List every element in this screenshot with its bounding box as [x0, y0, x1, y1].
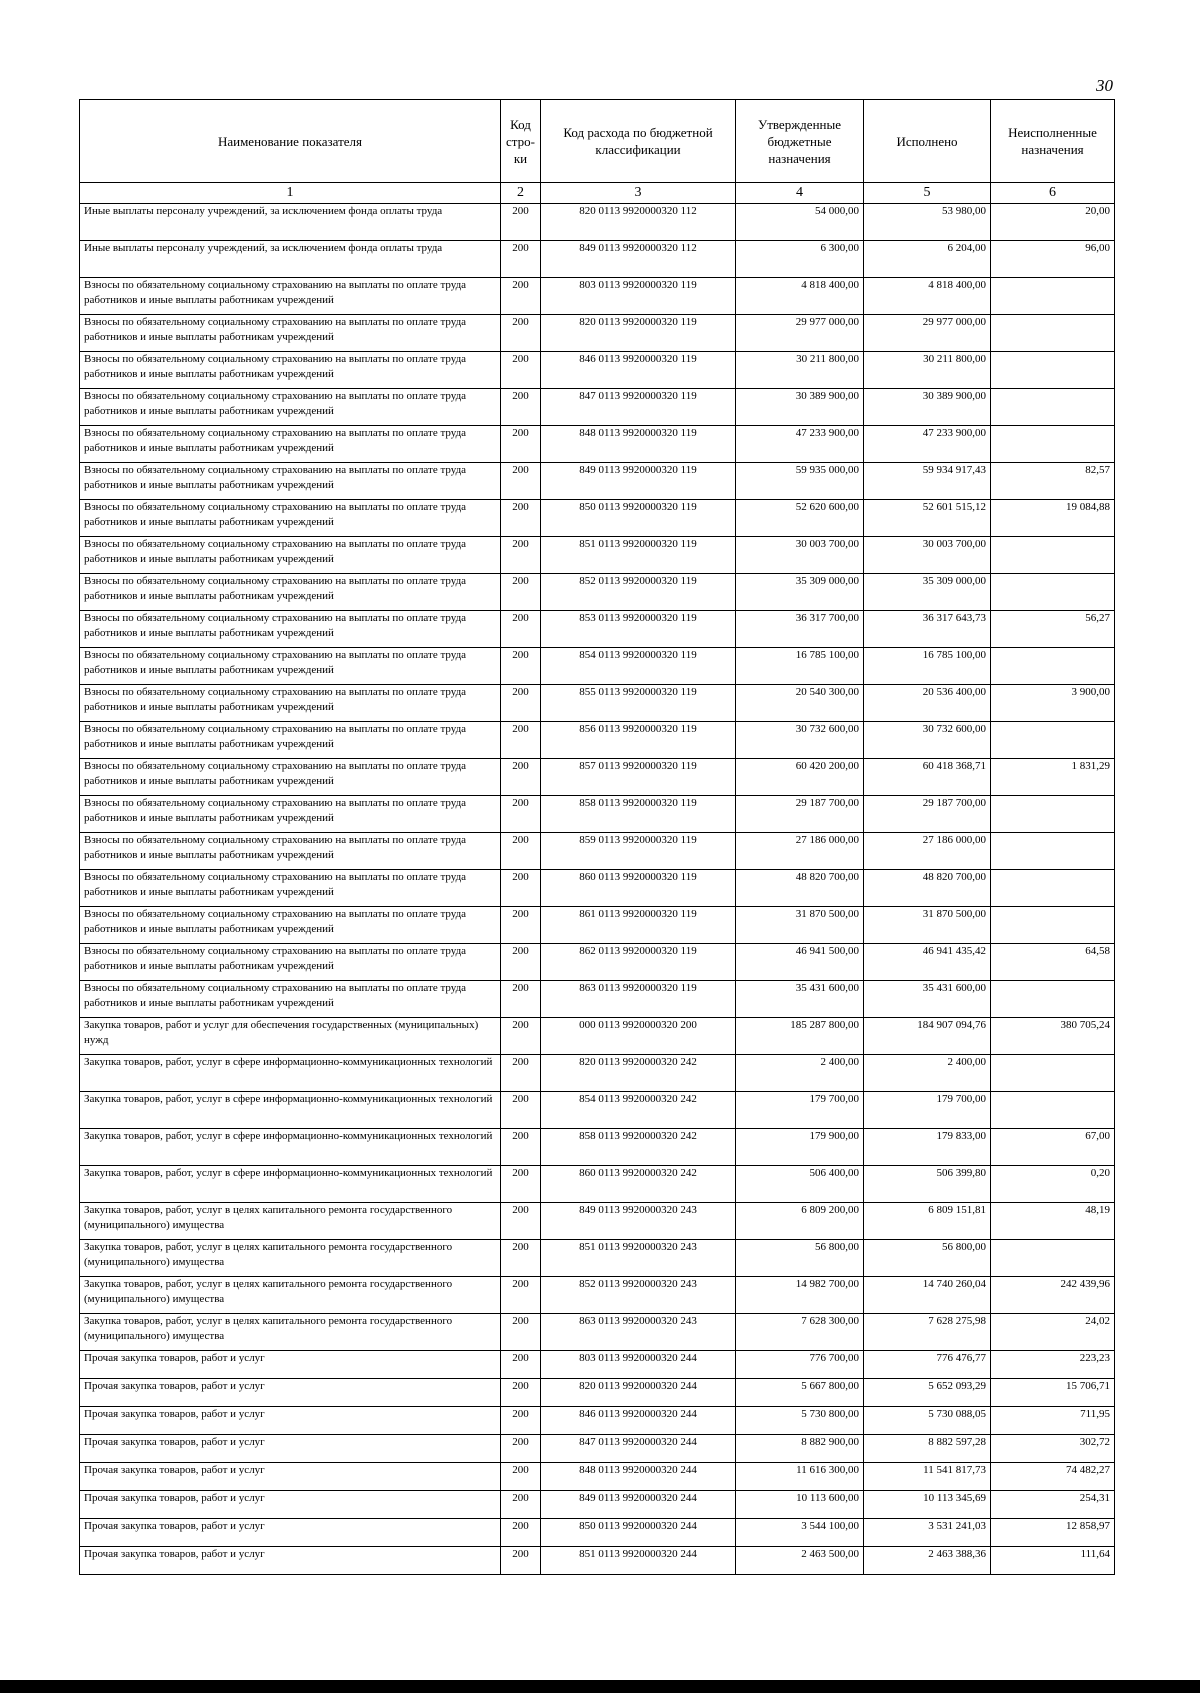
row-expense-code: 820 0113 9920000320 244	[541, 1379, 736, 1407]
row-approved-amount: 56 800,00	[736, 1240, 864, 1277]
row-approved-amount: 36 317 700,00	[736, 611, 864, 648]
row-line-code: 200	[501, 907, 541, 944]
row-approved-amount: 5 730 800,00	[736, 1407, 864, 1435]
row-unexecuted-amount	[991, 426, 1115, 463]
table-row	[80, 1463, 1115, 1491]
row-unexecuted-amount	[991, 1092, 1115, 1129]
row-approved-amount: 35 431 600,00	[736, 981, 864, 1018]
row-approved-amount: 16 785 100,00	[736, 648, 864, 685]
row-approved-amount: 185 287 800,00	[736, 1018, 864, 1055]
row-executed-amount: 56 800,00	[864, 1240, 991, 1277]
row-expense-code: 820 0113 9920000320 112	[541, 204, 736, 241]
row-expense-code: 851 0113 9920000320 119	[541, 537, 736, 574]
row-executed-amount: 52 601 515,12	[864, 500, 991, 537]
row-expense-code: 863 0113 9920000320 243	[541, 1314, 736, 1351]
table-row	[80, 389, 1115, 426]
row-executed-amount: 179 700,00	[864, 1092, 991, 1129]
table-row	[80, 722, 1115, 759]
row-expense-code: 856 0113 9920000320 119	[541, 722, 736, 759]
row-indicator-name: Взносы по обязательному социальному страхованию на выплаты по оплате труда работников и иные выплаты работникам учреждений	[80, 574, 501, 611]
row-indicator-name: Прочая закупка товаров, работ и услуг	[80, 1351, 501, 1379]
row-executed-amount: 48 820 700,00	[864, 870, 991, 907]
row-unexecuted-amount	[991, 981, 1115, 1018]
table-row	[80, 1314, 1115, 1351]
table-row	[80, 1055, 1115, 1092]
row-indicator-name: Прочая закупка товаров, работ и услуг	[80, 1463, 501, 1491]
row-unexecuted-amount: 254,31	[991, 1491, 1115, 1519]
row-executed-amount: 31 870 500,00	[864, 907, 991, 944]
row-approved-amount: 179 700,00	[736, 1092, 864, 1129]
row-executed-amount: 11 541 817,73	[864, 1463, 991, 1491]
row-expense-code: 852 0113 9920000320 243	[541, 1277, 736, 1314]
row-expense-code: 803 0113 9920000320 244	[541, 1351, 736, 1379]
row-executed-amount: 36 317 643,73	[864, 611, 991, 648]
row-executed-amount: 14 740 260,04	[864, 1277, 991, 1314]
row-indicator-name: Закупка товаров, работ, услуг в сфере информационно-коммуникационных технологий	[80, 1092, 501, 1129]
row-indicator-name: Взносы по обязательному социальному страхованию на выплаты по оплате труда работников и иные выплаты работникам учреждений	[80, 352, 501, 389]
table-row	[80, 1491, 1115, 1519]
row-line-code: 200	[501, 1407, 541, 1435]
row-executed-amount: 30 732 600,00	[864, 722, 991, 759]
row-expense-code: 854 0113 9920000320 119	[541, 648, 736, 685]
row-line-code: 200	[501, 1129, 541, 1166]
row-line-code: 200	[501, 389, 541, 426]
row-executed-amount: 7 628 275,98	[864, 1314, 991, 1351]
row-unexecuted-amount	[991, 352, 1115, 389]
row-indicator-name: Закупка товаров, работ, услуг в сфере информационно-коммуникационных технологий	[80, 1129, 501, 1166]
table-row	[80, 1379, 1115, 1407]
row-executed-amount: 35 431 600,00	[864, 981, 991, 1018]
row-executed-amount: 6 204,00	[864, 241, 991, 278]
row-indicator-name: Взносы по обязательному социальному страхованию на выплаты по оплате труда работников и иные выплаты работникам учреждений	[80, 796, 501, 833]
row-approved-amount: 20 540 300,00	[736, 685, 864, 722]
row-executed-amount: 29 977 000,00	[864, 315, 991, 352]
row-unexecuted-amount	[991, 870, 1115, 907]
row-expense-code: 849 0113 9920000320 112	[541, 241, 736, 278]
row-line-code: 200	[501, 648, 541, 685]
row-indicator-name: Прочая закупка товаров, работ и услуг	[80, 1491, 501, 1519]
row-executed-amount: 2 400,00	[864, 1055, 991, 1092]
row-unexecuted-amount	[991, 389, 1115, 426]
row-unexecuted-amount: 48,19	[991, 1203, 1115, 1240]
table-row	[80, 796, 1115, 833]
table-row	[80, 944, 1115, 981]
row-approved-amount: 8 882 900,00	[736, 1435, 864, 1463]
row-approved-amount: 29 977 000,00	[736, 315, 864, 352]
row-approved-amount: 179 900,00	[736, 1129, 864, 1166]
row-line-code: 200	[501, 944, 541, 981]
row-line-code: 200	[501, 870, 541, 907]
row-line-code: 200	[501, 1092, 541, 1129]
row-indicator-name: Взносы по обязательному социальному страхованию на выплаты по оплате труда работников и иные выплаты работникам учреждений	[80, 759, 501, 796]
row-unexecuted-amount: 24,02	[991, 1314, 1115, 1351]
row-unexecuted-amount	[991, 648, 1115, 685]
row-line-code: 200	[501, 1351, 541, 1379]
row-approved-amount: 46 941 500,00	[736, 944, 864, 981]
table-row	[80, 426, 1115, 463]
row-line-code: 200	[501, 1435, 541, 1463]
row-expense-code: 820 0113 9920000320 119	[541, 315, 736, 352]
row-executed-amount: 179 833,00	[864, 1129, 991, 1166]
table-row	[80, 1407, 1115, 1435]
header-indicator-name: Наименование показателя	[80, 100, 501, 183]
table-row	[80, 1166, 1115, 1203]
row-unexecuted-amount: 82,57	[991, 463, 1115, 500]
row-approved-amount: 7 628 300,00	[736, 1314, 864, 1351]
row-unexecuted-amount: 74 482,27	[991, 1463, 1115, 1491]
row-executed-amount: 776 476,77	[864, 1351, 991, 1379]
row-line-code: 200	[501, 500, 541, 537]
row-expense-code: 850 0113 9920000320 244	[541, 1519, 736, 1547]
row-approved-amount: 6 809 200,00	[736, 1203, 864, 1240]
row-expense-code: 851 0113 9920000320 244	[541, 1547, 736, 1575]
row-executed-amount: 3 531 241,03	[864, 1519, 991, 1547]
row-approved-amount: 2 463 500,00	[736, 1547, 864, 1575]
table-row	[80, 1129, 1115, 1166]
table-row	[80, 1519, 1115, 1547]
row-unexecuted-amount: 12 858,97	[991, 1519, 1115, 1547]
row-line-code: 200	[501, 1055, 541, 1092]
header-expense-code: Код расхода по бюджетной классификации	[541, 100, 736, 183]
row-indicator-name: Закупка товаров, работ, услуг в целях капитального ремонта государственного (муниципального) имущества	[80, 1240, 501, 1277]
row-expense-code: 863 0113 9920000320 119	[541, 981, 736, 1018]
row-executed-amount: 27 186 000,00	[864, 833, 991, 870]
row-line-code: 200	[501, 463, 541, 500]
row-approved-amount: 35 309 000,00	[736, 574, 864, 611]
budget-execution-table	[79, 99, 1115, 1575]
header-unexecuted: Неисполненные назначения	[991, 100, 1115, 183]
row-indicator-name: Закупка товаров, работ, услуг в целях капитального ремонта государственного (муниципального) имущества	[80, 1277, 501, 1314]
row-expense-code: 820 0113 9920000320 242	[541, 1055, 736, 1092]
table-row	[80, 278, 1115, 315]
row-approved-amount: 30 211 800,00	[736, 352, 864, 389]
row-indicator-name: Прочая закупка товаров, работ и услуг	[80, 1519, 501, 1547]
row-line-code: 200	[501, 611, 541, 648]
row-executed-amount: 20 536 400,00	[864, 685, 991, 722]
row-indicator-name: Взносы по обязательному социальному страхованию на выплаты по оплате труда работников и иные выплаты работникам учреждений	[80, 907, 501, 944]
row-line-code: 200	[501, 278, 541, 315]
row-indicator-name: Взносы по обязательному социальному страхованию на выплаты по оплате труда работников и иные выплаты работникам учреждений	[80, 648, 501, 685]
row-approved-amount: 59 935 000,00	[736, 463, 864, 500]
table-row	[80, 1240, 1115, 1277]
row-executed-amount: 5 652 093,29	[864, 1379, 991, 1407]
table-row	[80, 648, 1115, 685]
row-indicator-name: Закупка товаров, работ и услуг для обеспечения государственных (муниципальных) нужд	[80, 1018, 501, 1055]
row-unexecuted-amount	[991, 722, 1115, 759]
row-unexecuted-amount	[991, 1055, 1115, 1092]
row-unexecuted-amount: 20,00	[991, 204, 1115, 241]
row-line-code: 200	[501, 352, 541, 389]
column-number: 4	[736, 183, 864, 204]
row-line-code: 200	[501, 1379, 541, 1407]
table-row	[80, 981, 1115, 1018]
row-executed-amount: 184 907 094,76	[864, 1018, 991, 1055]
row-executed-amount: 4 818 400,00	[864, 278, 991, 315]
table-row	[80, 1277, 1115, 1314]
row-indicator-name: Взносы по обязательному социальному страхованию на выплаты по оплате труда работников и иные выплаты работникам учреждений	[80, 426, 501, 463]
row-indicator-name: Прочая закупка товаров, работ и услуг	[80, 1547, 501, 1575]
row-expense-code: 849 0113 9920000320 243	[541, 1203, 736, 1240]
row-approved-amount: 30 732 600,00	[736, 722, 864, 759]
column-number: 6	[991, 183, 1115, 204]
row-approved-amount: 14 982 700,00	[736, 1277, 864, 1314]
row-executed-amount: 5 730 088,05	[864, 1407, 991, 1435]
table-row	[80, 315, 1115, 352]
row-expense-code: 849 0113 9920000320 119	[541, 463, 736, 500]
row-indicator-name: Закупка товаров, работ, услуг в целях капитального ремонта государственного (муниципального) имущества	[80, 1314, 501, 1351]
row-line-code: 200	[501, 241, 541, 278]
table-row	[80, 463, 1115, 500]
row-indicator-name: Взносы по обязательному социальному страхованию на выплаты по оплате труда работников и иные выплаты работникам учреждений	[80, 870, 501, 907]
row-line-code: 200	[501, 1240, 541, 1277]
table-row	[80, 241, 1115, 278]
row-line-code: 200	[501, 315, 541, 352]
row-unexecuted-amount	[991, 537, 1115, 574]
row-unexecuted-amount: 67,00	[991, 1129, 1115, 1166]
row-line-code: 200	[501, 685, 541, 722]
table-row	[80, 352, 1115, 389]
row-line-code: 200	[501, 1491, 541, 1519]
row-line-code: 200	[501, 1018, 541, 1055]
row-line-code: 200	[501, 981, 541, 1018]
table-row	[80, 574, 1115, 611]
row-expense-code: 862 0113 9920000320 119	[541, 944, 736, 981]
column-number: 1	[80, 183, 501, 204]
row-line-code: 200	[501, 1203, 541, 1240]
row-executed-amount: 30 211 800,00	[864, 352, 991, 389]
table-row	[80, 833, 1115, 870]
row-expense-code: 858 0113 9920000320 119	[541, 796, 736, 833]
row-approved-amount: 11 616 300,00	[736, 1463, 864, 1491]
row-executed-amount: 30 389 900,00	[864, 389, 991, 426]
table-row	[80, 537, 1115, 574]
row-unexecuted-amount: 111,64	[991, 1547, 1115, 1575]
row-executed-amount: 60 418 368,71	[864, 759, 991, 796]
row-executed-amount: 8 882 597,28	[864, 1435, 991, 1463]
row-unexecuted-amount: 1 831,29	[991, 759, 1115, 796]
row-executed-amount: 6 809 151,81	[864, 1203, 991, 1240]
row-unexecuted-amount	[991, 907, 1115, 944]
row-expense-code: 852 0113 9920000320 119	[541, 574, 736, 611]
row-expense-code: 855 0113 9920000320 119	[541, 685, 736, 722]
row-unexecuted-amount	[991, 796, 1115, 833]
table-row	[80, 870, 1115, 907]
row-executed-amount: 53 980,00	[864, 204, 991, 241]
row-indicator-name: Закупка товаров, работ, услуг в сфере информационно-коммуникационных технологий	[80, 1055, 501, 1092]
row-indicator-name: Иные выплаты персоналу учреждений, за исключением фонда оплаты труда	[80, 241, 501, 278]
row-approved-amount: 60 420 200,00	[736, 759, 864, 796]
row-indicator-name: Взносы по обязательному социальному страхованию на выплаты по оплате труда работников и иные выплаты работникам учреждений	[80, 981, 501, 1018]
row-approved-amount: 2 400,00	[736, 1055, 864, 1092]
row-line-code: 200	[501, 574, 541, 611]
row-unexecuted-amount: 3 900,00	[991, 685, 1115, 722]
row-indicator-name: Взносы по обязательному социальному страхованию на выплаты по оплате труда работников и иные выплаты работникам учреждений	[80, 611, 501, 648]
row-approved-amount: 30 389 900,00	[736, 389, 864, 426]
header-executed: Исполнено	[864, 100, 991, 183]
row-approved-amount: 3 544 100,00	[736, 1519, 864, 1547]
row-unexecuted-amount	[991, 1240, 1115, 1277]
page-number: 30	[1096, 76, 1113, 95]
row-unexecuted-amount: 96,00	[991, 241, 1115, 278]
row-indicator-name: Прочая закупка товаров, работ и услуг	[80, 1407, 501, 1435]
row-unexecuted-amount	[991, 278, 1115, 315]
row-line-code: 200	[501, 1463, 541, 1491]
column-number-row	[80, 183, 1115, 204]
row-unexecuted-amount: 0,20	[991, 1166, 1115, 1203]
row-expense-code: 846 0113 9920000320 244	[541, 1407, 736, 1435]
row-approved-amount: 506 400,00	[736, 1166, 864, 1203]
row-approved-amount: 30 003 700,00	[736, 537, 864, 574]
row-expense-code: 851 0113 9920000320 243	[541, 1240, 736, 1277]
row-executed-amount: 30 003 700,00	[864, 537, 991, 574]
row-expense-code: 850 0113 9920000320 119	[541, 500, 736, 537]
row-indicator-name: Иные выплаты персоналу учреждений, за исключением фонда оплаты труда	[80, 204, 501, 241]
scan-edge-mark	[0, 1680, 1200, 1693]
column-number: 3	[541, 183, 736, 204]
table-row	[80, 500, 1115, 537]
row-unexecuted-amount: 64,58	[991, 944, 1115, 981]
row-approved-amount: 5 667 800,00	[736, 1379, 864, 1407]
row-indicator-name: Взносы по обязательному социальному страхованию на выплаты по оплате труда работников и иные выплаты работникам учреждений	[80, 722, 501, 759]
row-expense-code: 846 0113 9920000320 119	[541, 352, 736, 389]
row-indicator-name: Взносы по обязательному социальному страхованию на выплаты по оплате труда работников и иные выплаты работникам учреждений	[80, 389, 501, 426]
row-executed-amount: 47 233 900,00	[864, 426, 991, 463]
row-indicator-name: Взносы по обязательному социальному страхованию на выплаты по оплате труда работников и иные выплаты работникам учреждений	[80, 537, 501, 574]
row-approved-amount: 27 186 000,00	[736, 833, 864, 870]
row-expense-code: 000 0113 9920000320 200	[541, 1018, 736, 1055]
column-number: 5	[864, 183, 991, 204]
row-unexecuted-amount: 15 706,71	[991, 1379, 1115, 1407]
row-line-code: 200	[501, 796, 541, 833]
table-row	[80, 1547, 1115, 1575]
row-approved-amount: 776 700,00	[736, 1351, 864, 1379]
row-indicator-name: Взносы по обязательному социальному страхованию на выплаты по оплате труда работников и иные выплаты работникам учреждений	[80, 944, 501, 981]
row-expense-code: 861 0113 9920000320 119	[541, 907, 736, 944]
table-row	[80, 759, 1115, 796]
row-line-code: 200	[501, 1314, 541, 1351]
row-expense-code: 849 0113 9920000320 244	[541, 1491, 736, 1519]
row-approved-amount: 48 820 700,00	[736, 870, 864, 907]
row-indicator-name: Прочая закупка товаров, работ и услуг	[80, 1435, 501, 1463]
row-approved-amount: 10 113 600,00	[736, 1491, 864, 1519]
row-expense-code: 848 0113 9920000320 119	[541, 426, 736, 463]
row-expense-code: 847 0113 9920000320 244	[541, 1435, 736, 1463]
row-line-code: 200	[501, 426, 541, 463]
row-unexecuted-amount	[991, 315, 1115, 352]
row-approved-amount: 4 818 400,00	[736, 278, 864, 315]
row-line-code: 200	[501, 759, 541, 796]
row-line-code: 200	[501, 537, 541, 574]
row-indicator-name: Взносы по обязательному социальному страхованию на выплаты по оплате труда работников и иные выплаты работникам учреждений	[80, 500, 501, 537]
row-unexecuted-amount	[991, 574, 1115, 611]
table-row	[80, 1018, 1115, 1055]
row-expense-code: 859 0113 9920000320 119	[541, 833, 736, 870]
table-row	[80, 907, 1115, 944]
table-row	[80, 611, 1115, 648]
row-approved-amount: 54 000,00	[736, 204, 864, 241]
row-expense-code: 857 0113 9920000320 119	[541, 759, 736, 796]
table-row	[80, 685, 1115, 722]
row-expense-code: 858 0113 9920000320 242	[541, 1129, 736, 1166]
table-row	[80, 1092, 1115, 1129]
table-row	[80, 1435, 1115, 1463]
row-unexecuted-amount: 711,95	[991, 1407, 1115, 1435]
row-indicator-name: Закупка товаров, работ, услуг в сфере информационно-коммуникационных технологий	[80, 1166, 501, 1203]
column-number: 2	[501, 183, 541, 204]
header-row	[80, 100, 1115, 183]
row-executed-amount: 46 941 435,42	[864, 944, 991, 981]
header-line-code: Код стро-ки	[501, 100, 541, 183]
row-expense-code: 854 0113 9920000320 242	[541, 1092, 736, 1129]
row-unexecuted-amount: 223,23	[991, 1351, 1115, 1379]
row-indicator-name: Взносы по обязательному социальному страхованию на выплаты по оплате труда работников и иные выплаты работникам учреждений	[80, 685, 501, 722]
row-executed-amount: 10 113 345,69	[864, 1491, 991, 1519]
table-row	[80, 204, 1115, 241]
row-expense-code: 848 0113 9920000320 244	[541, 1463, 736, 1491]
row-indicator-name: Закупка товаров, работ, услуг в целях капитального ремонта государственного (муниципального) имущества	[80, 1203, 501, 1240]
row-approved-amount: 6 300,00	[736, 241, 864, 278]
row-line-code: 200	[501, 1547, 541, 1575]
row-approved-amount: 29 187 700,00	[736, 796, 864, 833]
row-unexecuted-amount: 19 084,88	[991, 500, 1115, 537]
table-row	[80, 1351, 1115, 1379]
row-executed-amount: 29 187 700,00	[864, 796, 991, 833]
row-line-code: 200	[501, 1277, 541, 1314]
table-row	[80, 1203, 1115, 1240]
row-expense-code: 860 0113 9920000320 242	[541, 1166, 736, 1203]
row-line-code: 200	[501, 1166, 541, 1203]
row-approved-amount: 31 870 500,00	[736, 907, 864, 944]
row-indicator-name: Взносы по обязательному социальному страхованию на выплаты по оплате труда работников и иные выплаты работникам учреждений	[80, 315, 501, 352]
row-approved-amount: 47 233 900,00	[736, 426, 864, 463]
row-approved-amount: 52 620 600,00	[736, 500, 864, 537]
row-executed-amount: 2 463 388,36	[864, 1547, 991, 1575]
row-expense-code: 847 0113 9920000320 119	[541, 389, 736, 426]
row-unexecuted-amount: 302,72	[991, 1435, 1115, 1463]
row-line-code: 200	[501, 204, 541, 241]
row-executed-amount: 506 399,80	[864, 1166, 991, 1203]
row-unexecuted-amount: 56,27	[991, 611, 1115, 648]
row-expense-code: 803 0113 9920000320 119	[541, 278, 736, 315]
header-approved: Утвержденные бюджетные назначения	[736, 100, 864, 183]
row-indicator-name: Взносы по обязательному социальному страхованию на выплаты по оплате труда работников и иные выплаты работникам учреждений	[80, 833, 501, 870]
row-indicator-name: Прочая закупка товаров, работ и услуг	[80, 1379, 501, 1407]
row-executed-amount: 35 309 000,00	[864, 574, 991, 611]
table-body	[80, 204, 1115, 1575]
row-executed-amount: 59 934 917,43	[864, 463, 991, 500]
row-unexecuted-amount	[991, 833, 1115, 870]
row-indicator-name: Взносы по обязательному социальному страхованию на выплаты по оплате труда работников и иные выплаты работникам учреждений	[80, 278, 501, 315]
row-line-code: 200	[501, 722, 541, 759]
row-line-code: 200	[501, 1519, 541, 1547]
row-expense-code: 853 0113 9920000320 119	[541, 611, 736, 648]
row-expense-code: 860 0113 9920000320 119	[541, 870, 736, 907]
row-indicator-name: Взносы по обязательному социальному страхованию на выплаты по оплате труда работников и иные выплаты работникам учреждений	[80, 463, 501, 500]
row-unexecuted-amount: 242 439,96	[991, 1277, 1115, 1314]
row-unexecuted-amount: 380 705,24	[991, 1018, 1115, 1055]
row-line-code: 200	[501, 833, 541, 870]
row-executed-amount: 16 785 100,00	[864, 648, 991, 685]
